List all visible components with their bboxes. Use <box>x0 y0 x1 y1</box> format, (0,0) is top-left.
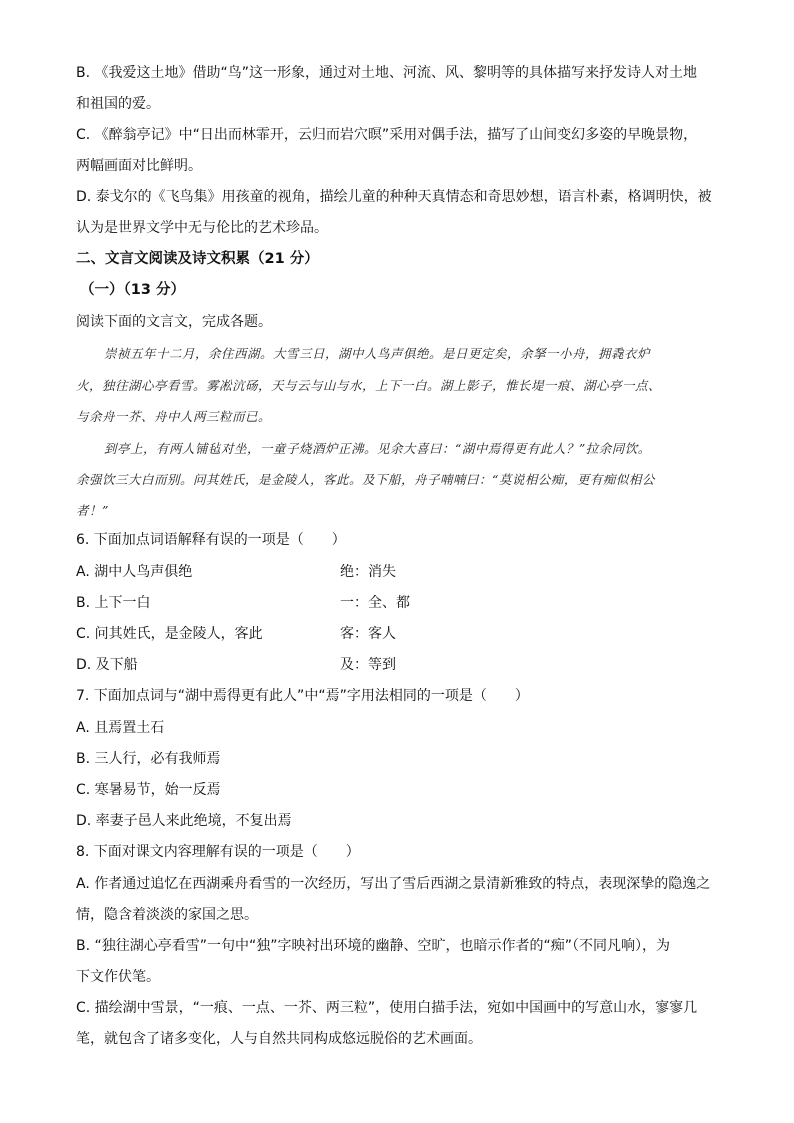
q8-option-a-line1: A. 作者通过追忆在西湖乘舟看雪的一次经历，写出了雪后西湖之景清新雅致的特点，表现深挚的隐逸之 <box>76 876 711 892</box>
passage-line: 与余舟一芥、舟中人两三粒而已。 <box>76 409 272 424</box>
q5-option-b-line2: 和祖国的爱。 <box>76 96 160 112</box>
passage-line: 崇祯五年十二月，余住西湖。大雪三日，湖中人鸟声俱绝。是日更定矣，余拏一小舟，拥毳衣炉 <box>104 346 651 361</box>
q6-option-b: B. 上下一白 <box>76 595 151 611</box>
q6-option-d: D. 及下船 <box>76 657 138 673</box>
q6-stem: 6. 下面加点词语解释有误的一项是（ ） <box>76 532 346 548</box>
q8-stem: 8. 下面对课文内容理解有误的一项是（ ） <box>76 844 360 860</box>
reading-instruction: 阅读下面的文言文，完成各题。 <box>76 314 272 330</box>
passage-line: 者！” <box>76 503 109 518</box>
q6-option-d-explanation: 及：等到 <box>340 657 396 673</box>
section-title: 二、文言文阅读及诗文积累（21 分） <box>76 251 319 267</box>
q5-option-c-line1: C. 《醉翁亭记》中“日出而林霏开，云归而岩穴暝”采用对偶手法，描写了山间变幻多姿的早晚景物， <box>76 127 698 143</box>
q6-option-a-explanation: 绝：消失 <box>340 564 396 580</box>
q8-option-c-line2: 笔，就包含了诸多变化，人与自然共同构成悠远脱俗的艺术画面。 <box>76 1031 482 1047</box>
q8-option-c-line1: C. 描绘湖中雪景，“一痕、一点、一芥、两三粒”，使用白描手法，宛如中国画中的写意山水，寥寥几 <box>76 1000 698 1016</box>
q5-option-d-line2: 认为是世界文学中无与伦比的艺术珍品。 <box>76 220 328 236</box>
q5-option-d-line1: D. 泰戈尔的《飞鸟集》用孩童的视角，描绘儿童的种种天真情态和奇思妙想，语言朴素，格调明快，被 <box>76 189 712 205</box>
q6-option-a: A. 湖中人鸟声俱绝 <box>76 564 193 580</box>
q7-option-c: C. 寒暑易节，始一反焉 <box>76 782 221 798</box>
q8-option-a-line2: 情，隐含着淡淡的家国之思。 <box>76 907 258 923</box>
q6-option-b-explanation: 一：全、都 <box>340 595 410 611</box>
passage-line: 到亭上，有两人铺毡对坐，一童子烧酒炉正沸。见余大喜曰：“湖中焉得更有此人？”拉余同饮。 <box>104 441 651 456</box>
part-title: （一）（13 分） <box>80 282 185 298</box>
q6-option-c: C. 问其姓氏，是金陵人，客此 <box>76 626 263 642</box>
q8-option-b-line2: 下文作伏笔。 <box>76 969 160 985</box>
q5-option-b-line1: B. 《我爱这土地》借助“鸟”这一形象，通过对土地、河流、风、黎明等的具体描写来抒发诗人对土地 <box>76 65 698 81</box>
passage-line: 火，独往湖心亭看雪。雾凇沆砀，天与云与山与水，上下一白。湖上影子，惟长堤一痕、湖心亭一点、 <box>76 378 662 393</box>
q7-stem: 7. 下面加点词与“湖中焉得更有此人”中“焉”字用法相同的一项是（ ） <box>76 688 529 704</box>
q7-option-a: A. 且焉置土石 <box>76 720 165 736</box>
passage-line: 余强饮三大白而别。问其姓氏，是金陵人，客此。及下船，舟子喃喃曰：“莫说相公痴，更有痴似相公 <box>76 472 655 487</box>
q8-option-b-line1: B. “独往湖心亭看雪”一句中“独”字映衬出环境的幽静、空旷，也暗示作者的“痴”（不同凡响），为 <box>76 938 671 954</box>
q6-option-c-explanation: 客：客人 <box>340 626 396 642</box>
q7-option-b: B. 三人行，必有我师焉 <box>76 751 221 767</box>
q7-option-d: D. 率妻子邑人来此绝境，不复出焉 <box>76 813 292 829</box>
q5-option-c-line2: 两幅画面对比鲜明。 <box>76 158 202 174</box>
